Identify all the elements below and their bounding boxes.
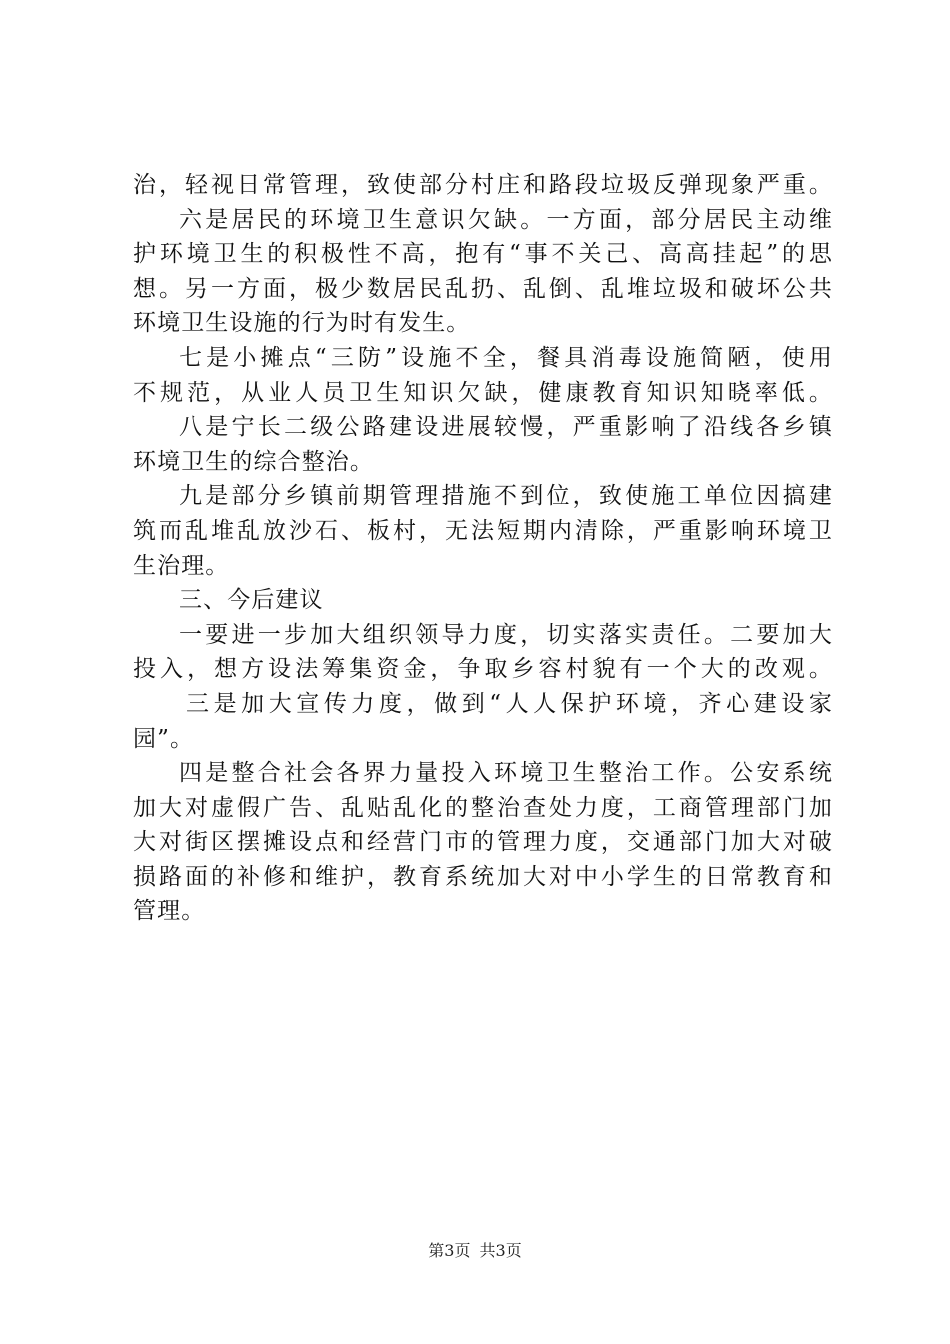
page-number: 第3页: [428, 1241, 471, 1260]
text-line: 管理。: [133, 898, 206, 925]
text-line: 生治理。: [133, 552, 230, 579]
text-line: 一要进一步加大组织领导力度，切实落实责任。二要加大: [179, 621, 833, 648]
text-line: 六是居民的环境卫生意识欠缺。一方面，部分居民主动维: [179, 206, 833, 233]
text-line: 护环境卫生的积极性不高，抱有“事不关己、高高挂起”的思: [133, 241, 833, 268]
text-line: 想。另一方面，极少数居民乱扔、乱倒、乱堆垃圾和破坏公共: [133, 275, 833, 302]
document-body: [133, 168, 833, 929]
text-line: 治，轻视日常管理，致使部分村庄和路段垃圾反弹现象严重。: [133, 172, 833, 198]
text-line: 筑而乱堆乱放沙石、板村，无法短期内清除，严重影响环境卫: [133, 517, 833, 544]
page-total: 共3页: [479, 1241, 522, 1260]
text-line: 园”。: [133, 725, 195, 752]
text-line: 八是宁长二级公路建设进展较慢，严重影响了沿线各乡镇: [179, 414, 833, 441]
text-line: 损路面的补修和维护，教育系统加大对中小学生的日常教育和: [133, 863, 833, 890]
text-line: 环境卫生设施的行为时有发生。: [133, 310, 471, 337]
text-line: 加大对虚假广告、乱贴乱化的整治查处力度，工商管理部门加: [133, 794, 833, 821]
text-line: 环境卫生的综合整治。: [133, 448, 374, 475]
text-line: 九是部分乡镇前期管理措施不到位，致使施工单位因搞建: [179, 483, 833, 510]
text-line: 四是整合社会各界力量投入环境卫生整治工作。公安系统: [179, 760, 833, 787]
page-footer: [0, 1238, 950, 1261]
text-line: 投入，想方设法筹集资金，争取乡容村貌有一个大的改观。: [133, 656, 833, 683]
section-heading: 三、今后建议: [179, 587, 324, 614]
text-line: 七是小摊点“三防”设施不全，餐具消毒设施简陋，使用: [179, 344, 833, 371]
text-line: 不规范，从业人员卫生知识欠缺，健康教育知识知晓率低。: [133, 379, 833, 406]
text-line: 大对街区摆摊设点和经营门市的管理力度，交通部门加大对破: [133, 829, 833, 856]
text-line: 三是加大宣传力度，做到“人人保护环境，齐心建设家: [186, 690, 833, 717]
